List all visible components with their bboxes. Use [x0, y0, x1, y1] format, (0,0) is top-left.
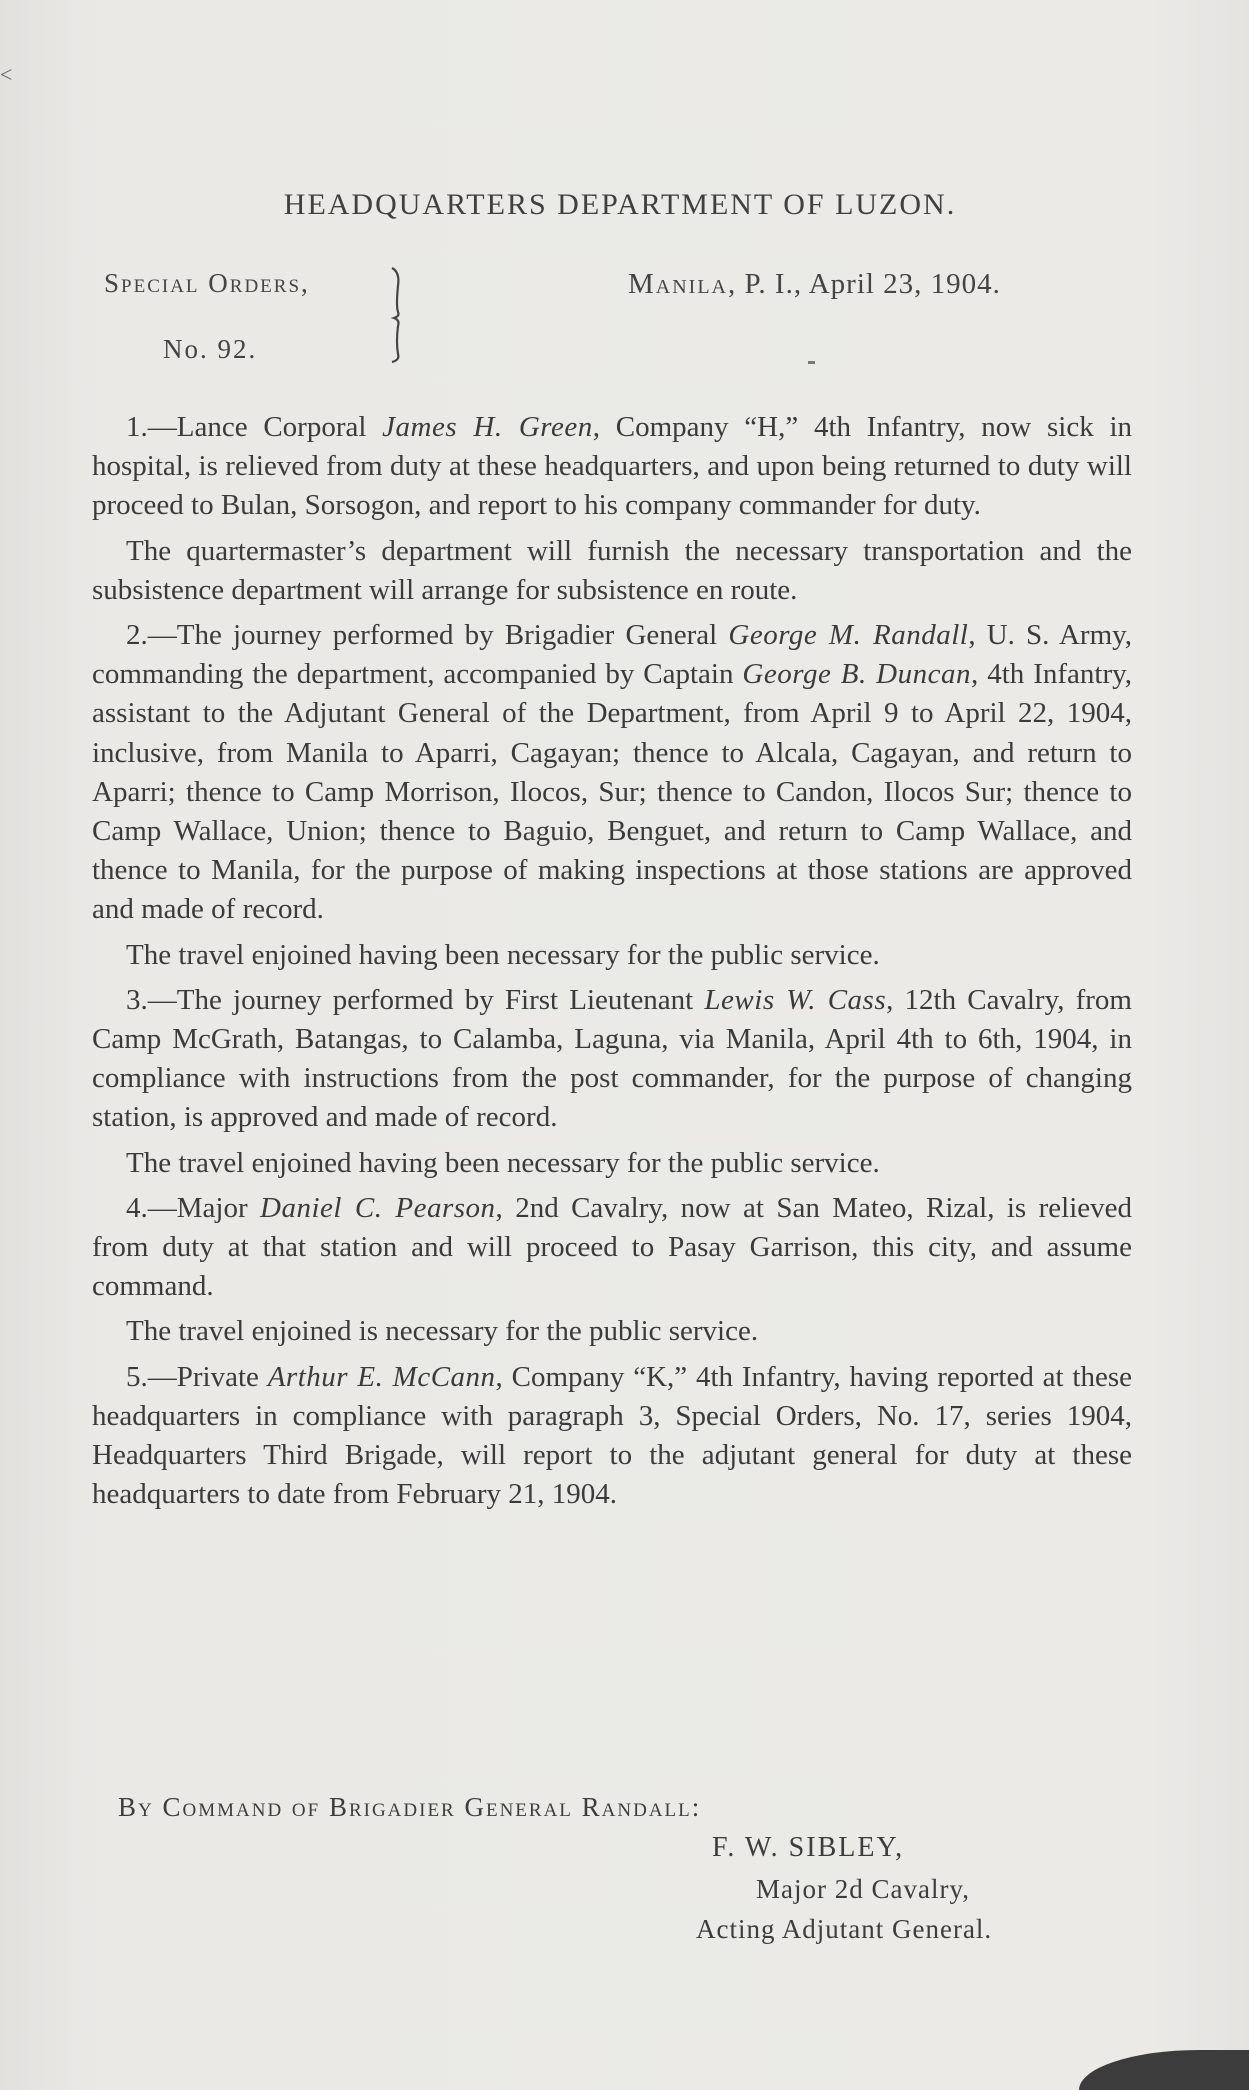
page-heading: HEADQUARTERS DEPARTMENT OF LUZON.	[283, 188, 957, 221]
paragraph-text: 1.—Lance Corporal	[126, 411, 383, 443]
special-orders-label: Special Orders,	[104, 268, 310, 298]
paragraph-text: , Company “K,” 4th Infantry, having reported at these headquarters in compliance with paragraph 3, Special Orders, No. 17, series 1904, Headquarters Third Brigade, will report to the adjutant general for duty at these headquarters to date from February 21, 1904.	[92, 1360, 1132, 1511]
special-orders-number: No. 92.	[163, 334, 258, 364]
person-name: James H. Green	[382, 411, 593, 443]
paragraph-text: 4.—Major	[126, 1191, 261, 1224]
person-name: Lewis W. Cass	[704, 983, 887, 1016]
dateline	[628, 268, 1001, 301]
signatory-title: Acting Adjutant General.	[696, 1914, 993, 1944]
paragraph-text: , Company “H,” 4th Infantry, now sick in hospital, is relieved from duty at these headquarters, and upon being returned to duty will proceed to Bulan, Sorsogon, and report to his company commander for duty.	[92, 411, 1133, 522]
page-edge-mark: ˂	[0, 62, 13, 87]
paragraph-text: , 4th Infantry, assistant to the Adjutant General of the Department, from April 9 to April 22, 1904, inclusive, from Manila to Aparri, Cagayan; thence to Alcala, Cagayan, and return to Aparri; thence to Camp Morrison, Ilocos, Sur; thence to Candon, Ilocos Sur; thence to Camp Wallace, Union; thence to Baguio, Benguet, and return to Camp Wallace, and thence to Manila, for the purpose of making inspections at those stations are approved and made of record.	[92, 658, 1132, 926]
person-name: George B. Duncan	[742, 658, 971, 691]
dateline-place: Manila	[628, 268, 728, 300]
order-paragraph-2	[92, 616, 1132, 930]
order-paragraph-1	[92, 408, 1132, 526]
order-paragraph-3	[92, 981, 1132, 1138]
paragraph-text: 5.—Private	[126, 1360, 268, 1393]
signatory-name: F. W. SIBLEY,	[712, 1832, 905, 1863]
order-paragraph-4	[92, 1189, 1132, 1307]
paragraph-text: 2.—The journey performed by Brigadier General	[126, 619, 729, 652]
ink-speck	[808, 361, 815, 364]
signatory-rank: Major 2d Cavalry,	[756, 1874, 970, 1904]
person-name: Daniel C. Pearson	[260, 1191, 496, 1224]
order-body	[92, 408, 1132, 1520]
paragraph-text: 3.—The journey performed by First Lieutenant	[126, 983, 705, 1016]
paragraph-text: , 2nd Cavalry, now at San Mateo, Rizal, is relieved from duty at that station and will proceed to Pasay Garrison, this city, and assume command.	[92, 1191, 1132, 1303]
order-paragraph-5	[92, 1358, 1132, 1515]
brace-mark	[388, 266, 404, 364]
person-name: George M. Randall	[728, 619, 969, 652]
dateline-date: , P. I., April 23, 1904.	[728, 268, 1001, 300]
paragraph-text: , 12th Cavalry, from Camp McGrath, Batangas, to Calamba, Laguna, via Manila, April 4th to 6th, 1904, in compliance with instructions from the post commander, for the purpose of changing station, is approved and made of record.	[92, 983, 1132, 1134]
person-name: Arthur E. McCann	[267, 1360, 496, 1393]
command-byline: By Command of Brigadier General Randall:	[118, 1792, 702, 1822]
order-paragraph-4-note: The travel enjoined is necessary for the public service.	[126, 1315, 759, 1348]
order-paragraph-2-note: The travel enjoined having been necessary for the public service.	[126, 938, 880, 971]
order-paragraph-1-note: The quartermaster’s department will furnish the necessary transportation and the subsistence department will arrange for subsistence en route.	[92, 534, 1132, 606]
paragraph-text: , U. S. Army, commanding the department, accompanied by Captain	[92, 619, 1133, 691]
scan-corner-shadow	[1079, 2050, 1249, 2090]
order-paragraph-3-note: The travel enjoined having been necessary for the public service.	[126, 1146, 880, 1179]
